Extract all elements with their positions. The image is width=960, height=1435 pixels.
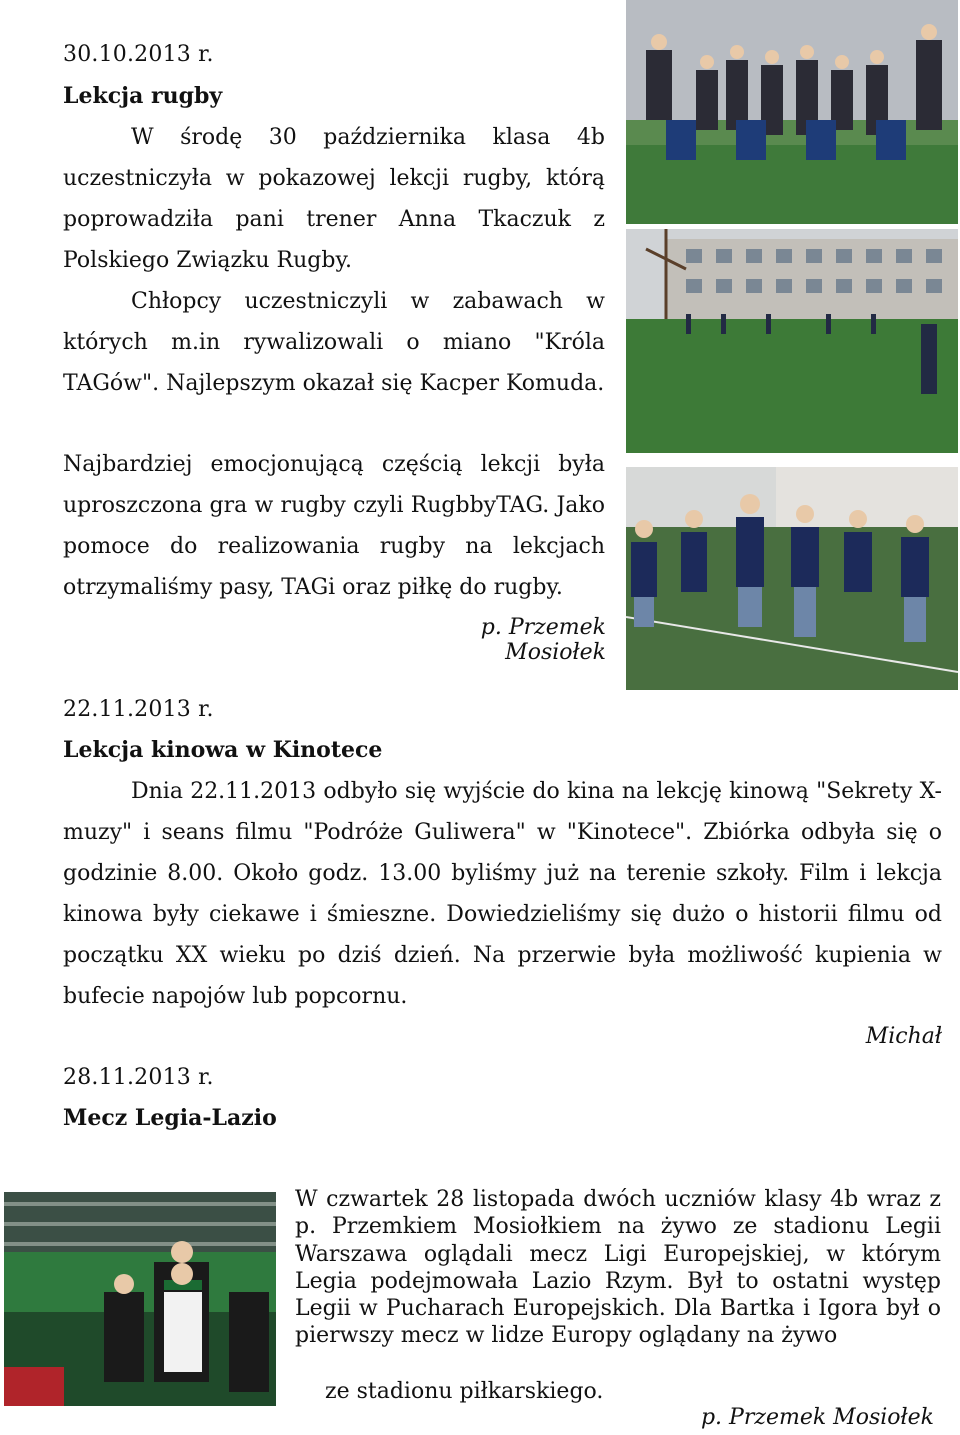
article1-paragraph3: Najbardziej emocjonującą częścią lekcji była uproszczona gra w rugby czyli RugbbyTAG. Jako pomoce do realizowania rugby na lekcjach otrzymaliśmy pasy, TAGi oraz piłkę do rugby. <box>63 452 605 600</box>
article2-title: Lekcja kinowa w Kinotece <box>63 737 383 763</box>
article1-title: Lekcja rugby <box>63 83 223 109</box>
article1-paragraph2: Chłopcy uczestniczyli w zabawach w których m.in rywalizowali o miano "Króla TAGów". Najlepszym okazał się Kacper Komuda. <box>63 289 605 396</box>
article2-signature: Michał <box>865 1024 942 1049</box>
article2-date: 22.11.2013 r. <box>63 697 214 722</box>
article1-date: 30.10.2013 r. <box>63 42 214 67</box>
article3-date: 28.11.2013 r. <box>63 1065 214 1090</box>
article3-paragraph1: W czwartek 28 listopada dwóch uczniów klasy 4b wraz z p. Przemkiem Mosiołkiem na żywo ze stadionu Legii Warszawa oglądali mecz Ligi Europejskiej, w którym Legia podejmowała Lazio Rzym. Był to ostatni występ Legii w Pucharach Europejskich. Dla Bartka i Igora był o pierwszy mecz w lidze Europy oglądany na żywo <box>295 1187 941 1349</box>
rugby-team-photo <box>626 0 958 224</box>
rugby-kids-photo <box>626 467 958 690</box>
article3-signature: p. Przemek Mosiołek <box>700 1405 934 1430</box>
article1-paragraph1: W środę 30 października klasa 4b uczestniczyła w pokazowej lekcji rugby, którą poprowadziła pani trener Anna Tkaczuk z Polskiego Związku Rugby. <box>63 125 605 273</box>
article1-signature: p. Przemek Mosiołek <box>480 615 606 665</box>
article3-paragraph1-last: ze stadionu piłkarskiego. <box>325 1379 604 1404</box>
stadium-photo <box>4 1192 276 1406</box>
rugby-field-photo <box>626 229 958 453</box>
article3-title: Mecz Legia-Lazio <box>63 1105 277 1131</box>
article2-paragraph1: Dnia 22.11.2013 odbyło się wyjście do kina na lekcję kinową "Sekrety X-muzy" i seans filmu "Podróże Guliwera" w "Kinotece". Zbiórka odbyła się o godzinie 8.00. Około godz. 13.00 byliśmy już na terenie szkoły. Film i lekcja kinowa były ciekawe i śmieszne. Dowiedzieliśmy się dużo o historii filmu od początku XX wieku po dziś dzień. Na przerwie była możliwość kupienia w bufecie napojów lub popcornu. <box>63 779 942 1009</box>
